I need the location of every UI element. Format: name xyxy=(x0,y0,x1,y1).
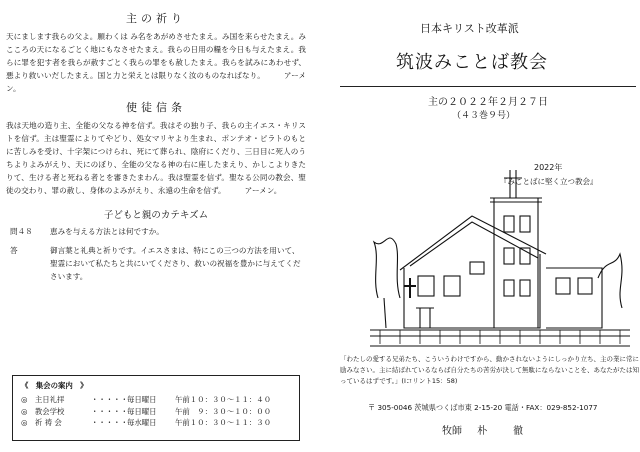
meeting-name: ◎ 祈 祷 会 xyxy=(21,418,62,427)
meeting-schedule-box xyxy=(12,375,300,441)
schedule-title: 《 集会の案内 》 xyxy=(21,381,88,390)
pastor-line xyxy=(442,422,531,437)
meeting-day: 毎日曜日 xyxy=(127,395,157,404)
meeting-name: ◎ 主日礼拝 xyxy=(21,395,65,404)
pastor-name: 朴 徹 xyxy=(477,426,532,437)
schedule-row xyxy=(21,406,291,418)
catechism-question xyxy=(6,225,306,238)
meeting-time: 午前１０：３０～１１：４０ xyxy=(175,395,272,404)
divider-line xyxy=(340,86,636,87)
motto-year: 2022年 xyxy=(534,163,563,172)
meeting-day: 毎日曜日 xyxy=(127,406,157,416)
meeting-time: 午前１０：３０～１１：３０ xyxy=(175,418,272,427)
answer-text: 御言葉と礼典と祈りです。イエスさまは、特にこの三つの方法を用いて、聖霊において私たちと共にいてくださり、救いの祝福を豊かに与えてくださいます。 xyxy=(50,246,301,281)
lords-prayer-title: 主の祈り xyxy=(126,12,186,25)
bible-verse: 「わたしの愛する兄弟たち、こういうわけですから、動かされないようにしっかり立ち、主の業に常に励みなさい。主に結ばれているならば自分たちの苦労が決して無駄にならないことを、あなたがたは知っているはずです。」(Ⅰコリント15：58) xyxy=(340,355,639,385)
church-name: 筑波みことば教会 xyxy=(396,52,548,73)
pastor-label: 牧師 xyxy=(442,426,462,437)
lords-prayer-text: 天にまします我らの父よ。願わくは み名をあがめさせたまえ。み国を来らせたまえ。みこころの天になるごとく地にもなさせたまえ。我らの日用の糧を今日も与えたまえ。我らに罪を犯す者を我らが赦すごとく我らの罪をも赦したまえ。我らを試みにあわせず、悪より救いいだしたまえ。国と力と栄えとは限りなく汝のものなればなり。 アーメン。 xyxy=(6,32,306,93)
church-address: 〒 305-0046 茨城県つくば市東 2-15-20 電話・FAX：029-852-1077 xyxy=(368,403,598,412)
left-column xyxy=(6,6,306,283)
question-text: 恵みを与える方法とは何ですか。 xyxy=(50,227,164,236)
creed-title: 使徒信条 xyxy=(126,101,186,114)
meeting-name: ◎ 教会学校 xyxy=(21,406,65,416)
meeting-time: 午前 ９：３０～１０：００ xyxy=(175,406,272,416)
answer-label: 答 xyxy=(10,246,18,255)
schedule-row xyxy=(21,417,291,429)
motto-text: 『みことばに堅く立つ教会』 xyxy=(500,177,598,186)
meeting-dots: ・・・・・ xyxy=(91,406,128,416)
creed-text: 我は天地の造り主、全能の父なる神を信ず。我はその独り子、我らの主イエス・キリストを信ず。主は聖霊によりてやどり、処女マリヤより生まれ、ポンテオ・ピラトのもとに苦しみを受け、十字架につけられ、死にて葬られ、陰府にくだり、三日目に死人のうちよりよみがえり、天にのぼり、全能の父なる神の右に座したまえり、かしこよりきたりて、生ける者と死ねる者とを審きたまわん。我は聖霊を信ず。聖なる公同の教会、聖徒の交わり、罪の赦し、身体のよみがえり、永遠の生命を信ず。 アーメン。 xyxy=(6,121,306,195)
catechism-answer xyxy=(6,244,306,283)
bulletin-date: 主の２０２２年２月２７日 xyxy=(428,97,548,108)
meeting-dots: ・・・・・ xyxy=(91,418,128,427)
bulletin-volume: （４３巻９号） xyxy=(452,111,516,121)
catechism-title: 子どもと親のカテキズム xyxy=(103,210,209,221)
denomination: 日本キリスト改革派 xyxy=(420,22,519,35)
schedule-row xyxy=(21,394,291,406)
meeting-dots: ・・・・・ xyxy=(91,395,128,404)
meeting-day: 毎水曜日 xyxy=(127,418,157,427)
question-label: 問４８ xyxy=(10,227,33,236)
